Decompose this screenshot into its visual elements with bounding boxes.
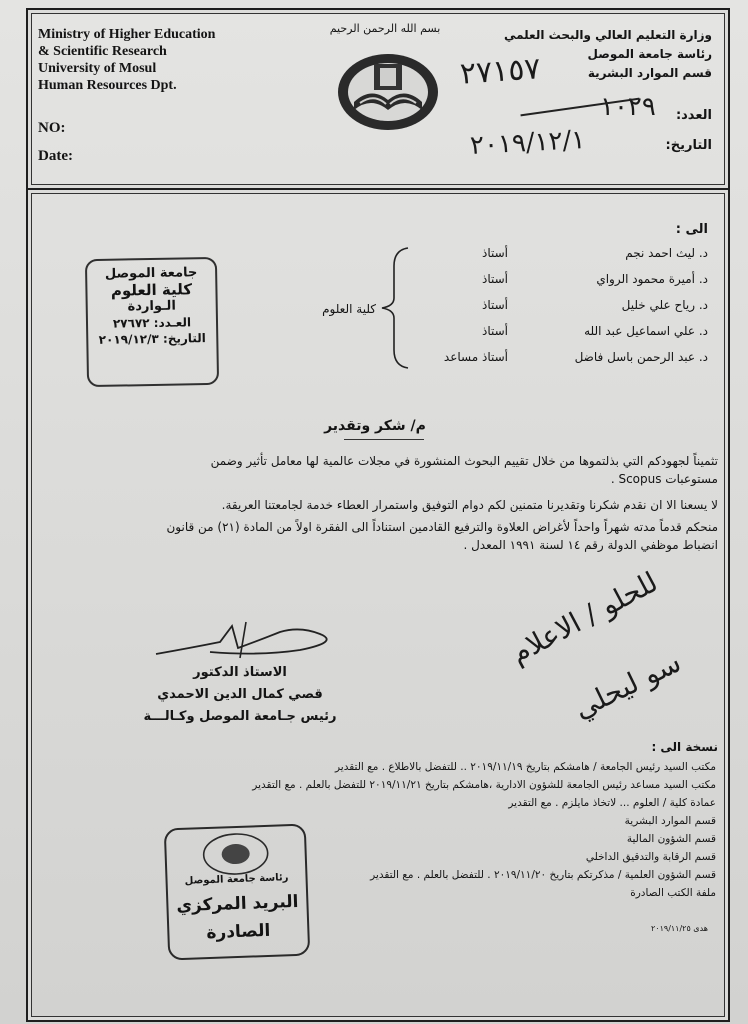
number-label-ar: العدد: (675, 108, 712, 123)
copy-item-7: قسم الشؤون العلمية / مذكرتكم بتاريخ ٢٠١٩/١١/٢٠ . للتفضل بالعلم . مع التقدير (370, 869, 716, 881)
copy-item-5: قسم الشؤون المالية (626, 833, 716, 845)
english-line-department: Human Resources Dpt. (38, 78, 177, 93)
outgoing-stamp-line-1: البريد المركزي (176, 891, 299, 917)
paragraph-appreciation-line-2: مستوعبات Scopus . (610, 472, 718, 486)
stamp-number-label: العـدد: (153, 315, 192, 330)
signatory-position: رئيس جـامعة الموصل وكـالـــة (143, 709, 337, 724)
copies-label: نسخة الى : (651, 740, 718, 754)
paragraph-appreciation-line-1: تثميناً لجهودكم التي بذلتموها من خلال تقييم البحوث المنشورة في مجلات عالمية لها معامل تأثير وضمن (210, 454, 718, 468)
signatory-title: الاستاذ الدكتور (193, 665, 287, 680)
handwritten-date: ٢٠١٩/١٢/١ (469, 125, 586, 161)
signatory-block (130, 662, 350, 728)
recipient-title-4: أستاذ (481, 324, 508, 338)
english-line-university: University of Mosul (38, 61, 157, 76)
stamp-date-row (88, 331, 216, 347)
stamp-date-value: ٢٠١٩/١٢/٣ (98, 331, 159, 347)
recipient-title-1: أستاذ (481, 246, 508, 260)
stamp-number-value: ٢٧٦٧٢ (112, 316, 150, 331)
recipient-title-2: أستاذ (481, 272, 508, 286)
date-label-ar: التاريخ: (665, 138, 712, 153)
arabic-line-ministry: وزارة التعليم العالي والبحث العلمي (503, 28, 712, 42)
handwritten-note-line-1: للحلو / الاعلام (505, 565, 664, 671)
arabic-line-presidency: رئاسة جامعة الموصل (587, 47, 712, 61)
paragraph-grant-line-1: منحكم قدماً مدته شهراً واحداً لأغراض العلاوة والترفيع القادمين استناداً الى الفقرة اولاً من المادة (٢١) من قانون (166, 520, 718, 534)
stamp-incoming: الـواردة (127, 298, 176, 315)
outgoing-mail-stamp (164, 824, 311, 961)
signatory-name: قصي كمال الدين الاحمدي (157, 687, 323, 702)
english-line-ministry: Ministry of Higher Education (38, 27, 216, 42)
copy-item-4: قسم الموارد البشرية (624, 815, 716, 827)
copy-item-6: قسم الرقابة والتدقيق الداخلي (585, 851, 716, 863)
recipients-brace (378, 246, 412, 370)
outgoing-stamp-ring-text: رئاسة جامعة الموصل (184, 872, 289, 887)
date-label: Date: (38, 148, 73, 164)
recipient-name-5: د. عبد الرحمن باسل فاضل (574, 350, 708, 364)
english-letterhead (38, 26, 215, 94)
paragraph-appreciation (28, 452, 718, 488)
stamp-date-label: التاريخ: (162, 331, 206, 346)
stamp-college: كلية العلوم (110, 280, 193, 300)
to-label: الى : (675, 222, 708, 237)
recipient-name-2: د. أميرة محمود الرواي (596, 272, 708, 286)
stamp-number-row (88, 315, 216, 331)
outgoing-stamp-seal-icon (200, 831, 272, 879)
subject-underline (344, 439, 424, 440)
copy-item-2: مكتب السيد مساعد رئيس الجامعة للشؤون الادارية ،هامشكم بتاريخ ٢٠١٩/١١/٢١ للتفضل بالعلم . مع التقدير (252, 779, 716, 791)
outgoing-stamp-line-2: الصادرة (206, 920, 271, 944)
recipient-name-3: د. رياح علي خليل (621, 298, 708, 312)
handwritten-note-line-2: سو ليحلي (568, 645, 687, 726)
recipient-title-5: أستاذ مساعد (443, 350, 508, 364)
incoming-mail-stamp (85, 257, 219, 387)
recipient-name-1: د. ليث احمد نجم (625, 246, 708, 260)
handwritten-number: ١٠٢٩ (600, 92, 656, 122)
handwritten-reference-number: ٢٧١٥٧ (458, 51, 542, 92)
paragraph-grant-line-2: انضباط موظفي الدولة رقم ١٤ لسنة ١٩٩١ المعدل . (463, 538, 718, 552)
recipient-name-4: د. علي اسماعيل عبد الله (584, 324, 708, 338)
paragraph-grant (28, 518, 718, 554)
stamp-university: جامعة الموصل (104, 265, 198, 282)
no-label: NO: (38, 120, 66, 136)
university-seal-icon (334, 50, 442, 134)
english-line-research: & Scientific Research (38, 44, 167, 59)
copy-item-1: مكتب السيد رئيس الجامعة / هامشكم بتاريخ ٢٠١٩/١١/١٩ .. للتفضل بالاطلاع . مع التقدير (334, 761, 716, 773)
footer-reference: هدى ٢٠١٩/١١/٢٥ (651, 924, 708, 933)
college-name: كلية العلوم (322, 302, 376, 316)
letter-subject: م/ شكر وتقدير (324, 418, 426, 434)
recipient-title-3: أستاذ (481, 298, 508, 312)
basmala: بسم الله الرحمن الرحيم (329, 22, 441, 35)
handwritten-signature-icon (150, 618, 360, 668)
paragraph-thanks: لا يسعنا الا ان نقدم شكرنا وتقديرنا متمنين لكم دوام التوفيق واستمرار العطاء خدمة لجامعتنا العريقة. (221, 498, 718, 512)
arabic-line-department: قسم الموارد البشرية (587, 66, 712, 80)
copy-item-8: ملفة الكتب الصادرة (630, 887, 716, 899)
copy-item-3: عمادة كلية / العلوم ... لاتخاذ مايلزم . مع التقدير (508, 797, 716, 809)
